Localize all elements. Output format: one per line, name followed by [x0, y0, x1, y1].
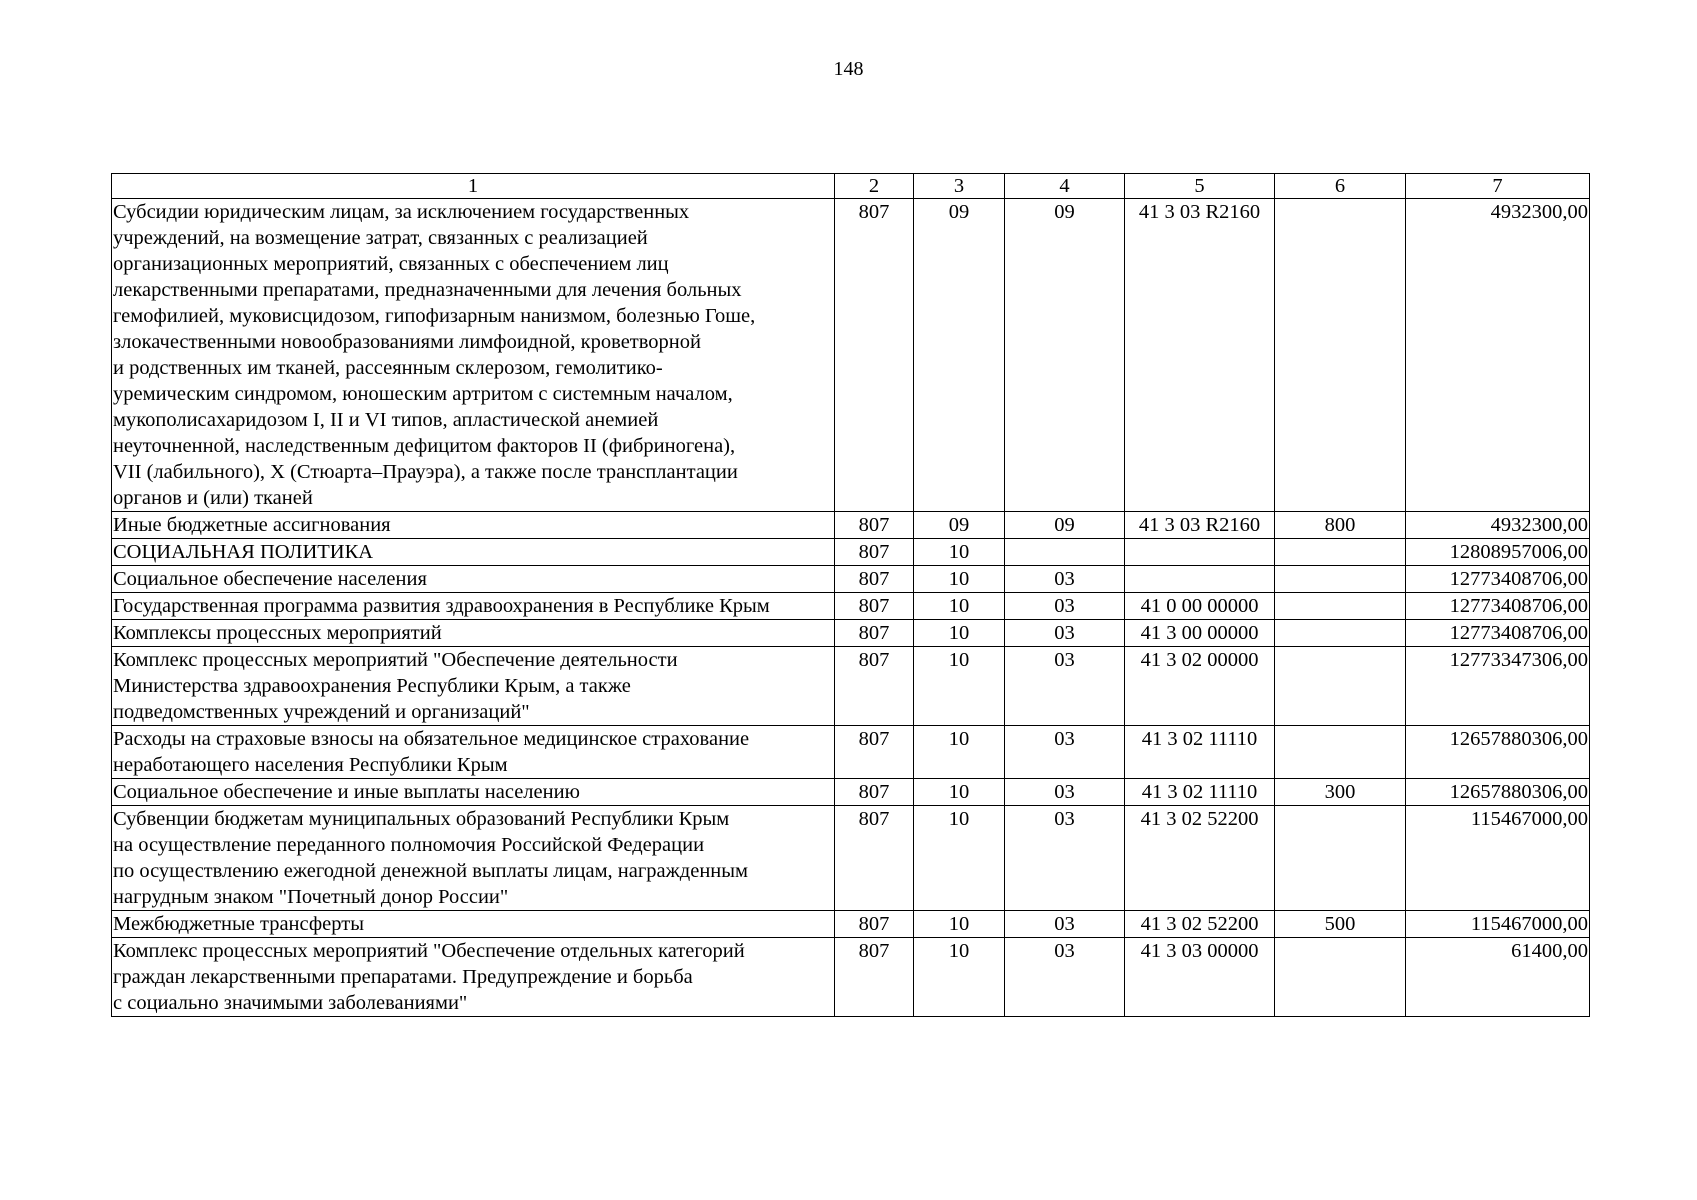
target-article-code: 41 3 02 52200 [1125, 806, 1275, 911]
expense-type-code: 500 [1275, 911, 1406, 938]
budget-table [111, 173, 1590, 1017]
amount: 12773408706,00 [1406, 566, 1590, 593]
expense-type-code [1275, 620, 1406, 647]
expense-type-code [1275, 806, 1406, 911]
amount: 12808957006,00 [1406, 539, 1590, 566]
ministry-code: 807 [835, 647, 914, 726]
column-number: 6 [1275, 174, 1406, 199]
row-name: Субсидии юридическим лицам, за исключением государственных учреждений, на возмещение затрат, связанных с реализацией организационных мероприятий, связанных с обеспечением лиц лекарственными препаратами, предназначенными для лечения больных гемофилией, муковисцидозом, гипофизарным нанизмом, болезнью Гоше, злокачественными новообразованиями лимфоидной, кроветворной и родственных им тканей, рассеянным склерозом, гемолитико- уремическим синдромом, юношеским артритом с системным началом, мукополисахаридозом I, II и VI типов, апластической анемией неуточненной, наследственным дефицитом факторов II (фибриногена), VII (лабильного), X (Стюарта–Прауэра), а также после трансплантации органов и (или) тканей [112, 199, 835, 512]
section-code: 10 [914, 726, 1005, 779]
target-article-code [1125, 539, 1275, 566]
subsection-code: 03 [1005, 593, 1125, 620]
expense-type-code [1275, 647, 1406, 726]
amount: 12773347306,00 [1406, 647, 1590, 726]
target-article-code: 41 3 02 52200 [1125, 911, 1275, 938]
row-name: Государственная программа развития здравоохранения в Республике Крым [112, 593, 835, 620]
row-name: Комплекс процессных мероприятий "Обеспечение деятельности Министерства здравоохранения Республики Крым, а также подведомственных учреждений и организаций" [112, 647, 835, 726]
expense-type-code: 300 [1275, 779, 1406, 806]
column-number: 4 [1005, 174, 1125, 199]
table-row [112, 620, 1590, 647]
column-number: 5 [1125, 174, 1275, 199]
column-number: 3 [914, 174, 1005, 199]
amount: 61400,00 [1406, 938, 1590, 1017]
target-article-code: 41 3 03 R2160 [1125, 512, 1275, 539]
section-code: 10 [914, 620, 1005, 647]
table-row [112, 512, 1590, 539]
row-name: Расходы на страховые взносы на обязательное медицинское страхование неработающего населения Республики Крым [112, 726, 835, 779]
ministry-code: 807 [835, 911, 914, 938]
amount: 12657880306,00 [1406, 726, 1590, 779]
page-number: 148 [833, 58, 864, 80]
amount: 4932300,00 [1406, 512, 1590, 539]
subsection-code: 03 [1005, 779, 1125, 806]
table-row [112, 647, 1590, 726]
amount: 12773408706,00 [1406, 593, 1590, 620]
expense-type-code [1275, 539, 1406, 566]
target-article-code: 41 3 02 00000 [1125, 647, 1275, 726]
table-row [112, 199, 1590, 512]
ministry-code: 807 [835, 539, 914, 566]
table-row [112, 938, 1590, 1017]
ministry-code: 807 [835, 620, 914, 647]
expense-type-code [1275, 566, 1406, 593]
ministry-code: 807 [835, 593, 914, 620]
target-article-code: 41 3 00 00000 [1125, 620, 1275, 647]
target-article-code: 41 3 02 11110 [1125, 726, 1275, 779]
subsection-code: 03 [1005, 620, 1125, 647]
table-row [112, 539, 1590, 566]
ministry-code: 807 [835, 512, 914, 539]
column-number: 7 [1406, 174, 1590, 199]
expense-type-code [1275, 938, 1406, 1017]
table-row [112, 911, 1590, 938]
ministry-code: 807 [835, 726, 914, 779]
table-row [112, 593, 1590, 620]
section-code: 09 [914, 199, 1005, 512]
target-article-code [1125, 566, 1275, 593]
row-name: СОЦИАЛЬНАЯ ПОЛИТИКА [112, 539, 835, 566]
table-row [112, 779, 1590, 806]
subsection-code: 09 [1005, 512, 1125, 539]
expense-type-code [1275, 593, 1406, 620]
ministry-code: 807 [835, 566, 914, 593]
subsection-code: 03 [1005, 806, 1125, 911]
row-name: Социальное обеспечение и иные выплаты населению [112, 779, 835, 806]
section-code: 10 [914, 779, 1005, 806]
subsection-code: 03 [1005, 911, 1125, 938]
row-name: Субвенции бюджетам муниципальных образований Республики Крым на осуществление переданного полномочия Российской Федерации по осуществлению ежегодной денежной выплаты лицам, награжденным нагрудным знаком "Почетный донор России" [112, 806, 835, 911]
amount: 115467000,00 [1406, 911, 1590, 938]
subsection-code: 03 [1005, 938, 1125, 1017]
amount: 12773408706,00 [1406, 620, 1590, 647]
subsection-code: 03 [1005, 566, 1125, 593]
column-number: 1 [112, 174, 835, 199]
subsection-code: 03 [1005, 726, 1125, 779]
expense-type-code [1275, 199, 1406, 512]
ministry-code: 807 [835, 779, 914, 806]
row-name: Межбюджетные трансферты [112, 911, 835, 938]
ministry-code: 807 [835, 938, 914, 1017]
expense-type-code: 800 [1275, 512, 1406, 539]
subsection-code: 09 [1005, 199, 1125, 512]
amount: 12657880306,00 [1406, 779, 1590, 806]
table-row [112, 806, 1590, 911]
amount: 115467000,00 [1406, 806, 1590, 911]
ministry-code: 807 [835, 199, 914, 512]
ministry-code: 807 [835, 806, 914, 911]
row-name: Комплексы процессных мероприятий [112, 620, 835, 647]
expense-type-code [1275, 726, 1406, 779]
section-code: 10 [914, 938, 1005, 1017]
section-code: 10 [914, 911, 1005, 938]
row-name: Комплекс процессных мероприятий "Обеспечение отдельных категорий граждан лекарственными препаратами. Предупреждение и борьба с социально значимыми заболеваниями" [112, 938, 835, 1017]
target-article-code: 41 3 02 11110 [1125, 779, 1275, 806]
column-number-row [112, 174, 1590, 199]
subsection-code: 03 [1005, 647, 1125, 726]
subsection-code [1005, 539, 1125, 566]
amount: 4932300,00 [1406, 199, 1590, 512]
section-code: 10 [914, 593, 1005, 620]
column-number: 2 [835, 174, 914, 199]
row-name: Иные бюджетные ассигнования [112, 512, 835, 539]
target-article-code: 41 0 00 00000 [1125, 593, 1275, 620]
table-row [112, 566, 1590, 593]
section-code: 10 [914, 806, 1005, 911]
section-code: 09 [914, 512, 1005, 539]
section-code: 10 [914, 566, 1005, 593]
section-code: 10 [914, 539, 1005, 566]
table-row [112, 726, 1590, 779]
row-name: Социальное обеспечение населения [112, 566, 835, 593]
target-article-code: 41 3 03 R2160 [1125, 199, 1275, 512]
target-article-code: 41 3 03 00000 [1125, 938, 1275, 1017]
section-code: 10 [914, 647, 1005, 726]
